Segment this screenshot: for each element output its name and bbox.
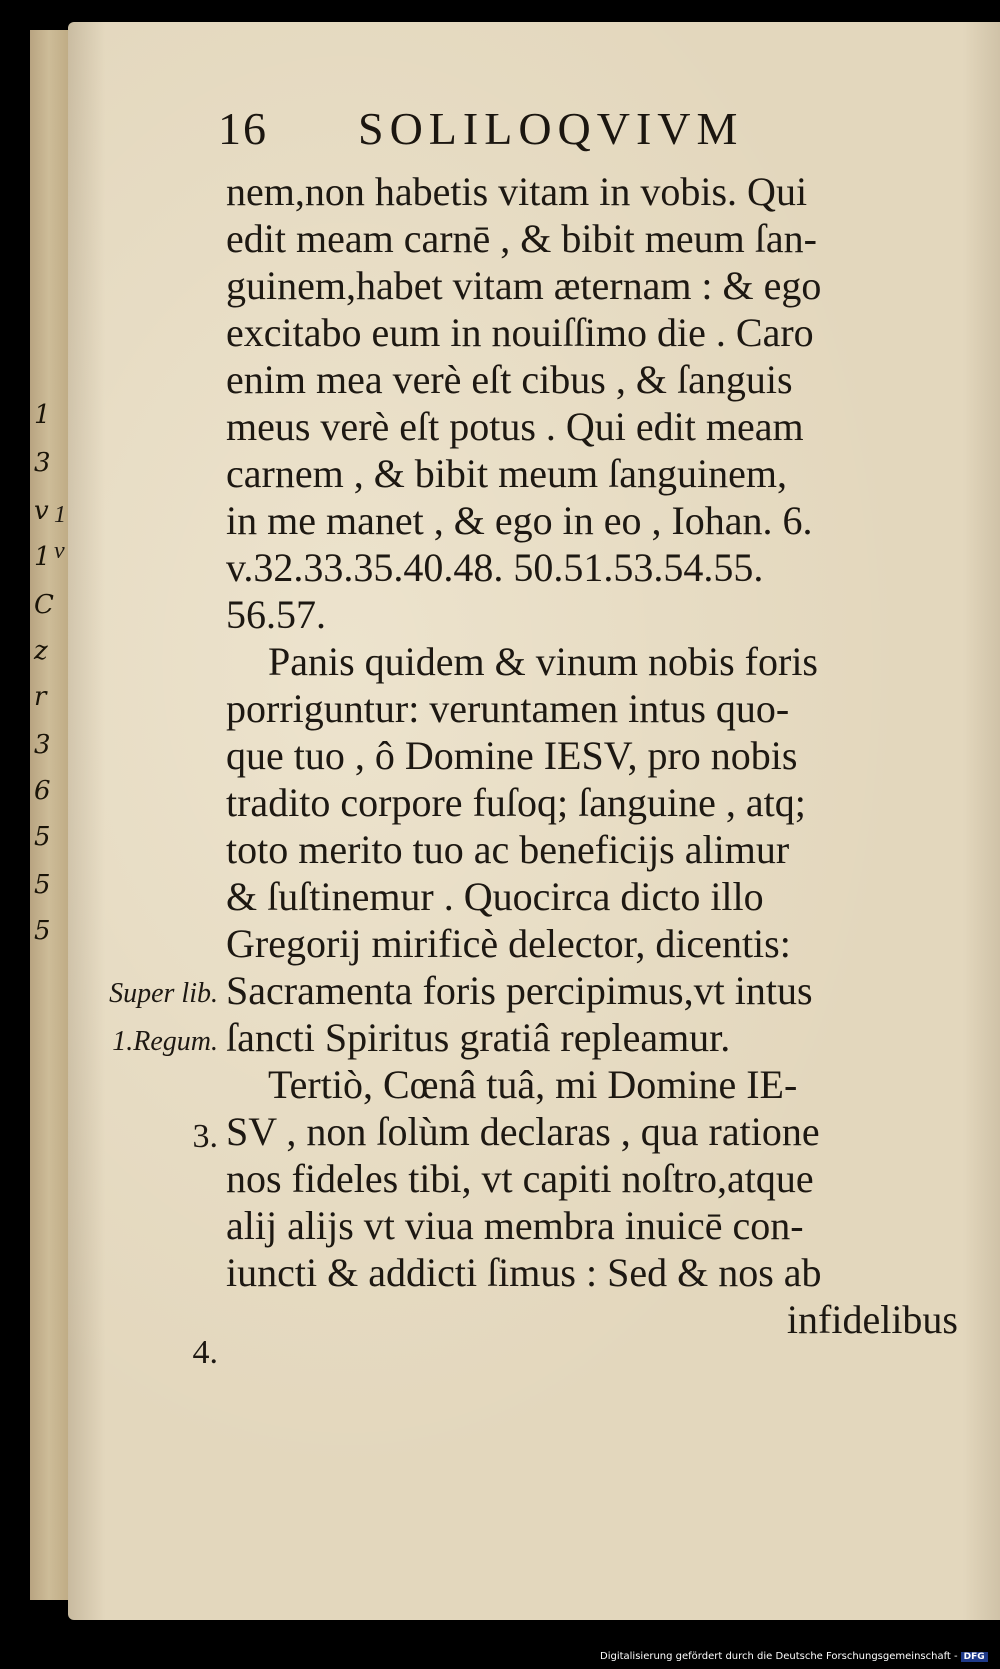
adjacent-leaf-fragment: r (34, 682, 47, 712)
text-line: que tuo , ô Domine IESV, pro nobis (226, 733, 798, 778)
adjacent-leaf-fragment: 1 (34, 542, 51, 572)
text-line: ſancti Spiritus gratiâ repleamur. (226, 1015, 731, 1060)
margin-note-source: 1.Regum. (112, 1026, 218, 1057)
book-page (54, 22, 1000, 1620)
running-title: SOLILOQVIVM (358, 103, 744, 154)
text-line: excitabo eum in nouiſſimo die . Caro (226, 310, 814, 355)
adjacent-leaf-fragment: 1 (34, 400, 51, 430)
adjacent-leaf-fragment: 3 (34, 448, 51, 478)
dfg-logo: DFG (961, 1652, 988, 1662)
catchword: infidelibus (786, 1297, 958, 1342)
text-line: v.32.33.35.40.48. 50.51.53.54.55. (226, 545, 764, 590)
page-number: 16 (218, 103, 268, 154)
text-line: nem,non habetis vitam in vobis. Qui (226, 169, 808, 214)
text-line: toto merito tuo ac beneficijs alimur (226, 827, 790, 872)
text-line: Tertiò, Cœnâ tuâ, mi Domine IE- (268, 1062, 798, 1107)
adjacent-leaf-fragment: 6 (34, 776, 51, 806)
inner-margin-fragment: 1 (54, 502, 66, 528)
text-line: SV , non ſolùm declaras , qua ratione (226, 1109, 820, 1154)
text-line: Gregorij mirificè delector, dicentis: (226, 921, 791, 966)
margin-note-source: Super lib. (109, 978, 218, 1009)
text-line: 56.57. (226, 592, 326, 637)
adjacent-leaf-fragment: C (34, 590, 54, 620)
adjacent-leaf-fragment: 5 (34, 822, 51, 852)
main-text (226, 168, 1000, 1343)
margin-number-3: 3. (192, 1118, 218, 1155)
digitization-credit (600, 1651, 988, 1667)
text-line: carnem , & bibit meum ſanguinem, (226, 451, 787, 496)
text-line: alij alijs vt viua membra inuicē con- (226, 1203, 804, 1248)
text-line: enim mea verè eſt cibus , & ſanguis (226, 357, 793, 402)
adjacent-leaf-fragment: 3 (34, 730, 51, 760)
text-line: guinem,habet vitam æternam : & ego (226, 263, 822, 308)
text-line: tradito corpore fuſoq; ſanguine , atq; (226, 780, 806, 825)
credit-text: Digitalisierung gefördert durch die Deutsche Forschungsgemeinschaft - (600, 1651, 958, 1662)
adjacent-leaf-fragment: z (34, 636, 48, 666)
text-line: in me manet , & ego in eo , Iohan. 6. (226, 498, 813, 543)
adjacent-leaf-fragment: 5 (34, 870, 51, 900)
text-line: & ſuſtinemur . Quocirca dicto illo (226, 874, 764, 919)
text-line: iuncti & addicti ſimus : Sed & nos ab (226, 1250, 822, 1295)
adjacent-leaf-fragment: v (34, 496, 49, 526)
text-line: Panis quidem & vinum nobis foris (268, 639, 818, 684)
margin-number-4: 4. (192, 1334, 218, 1371)
text-line: porriguntur: veruntamen intus quo- (226, 686, 790, 731)
text-line: edit meam carnē , & bibit meum ſan- (226, 216, 817, 261)
text-line: Sacramenta foris percipimus,vt intus (226, 968, 813, 1013)
inner-margin-fragment: v (54, 538, 65, 564)
text-line: nos fideles tibi, vt capiti noſtro,atque (226, 1156, 814, 1201)
text-line: meus verè eſt potus . Qui edit meam (226, 404, 804, 449)
page-header (218, 102, 918, 172)
adjacent-leaf-fragment: 5 (34, 916, 51, 946)
